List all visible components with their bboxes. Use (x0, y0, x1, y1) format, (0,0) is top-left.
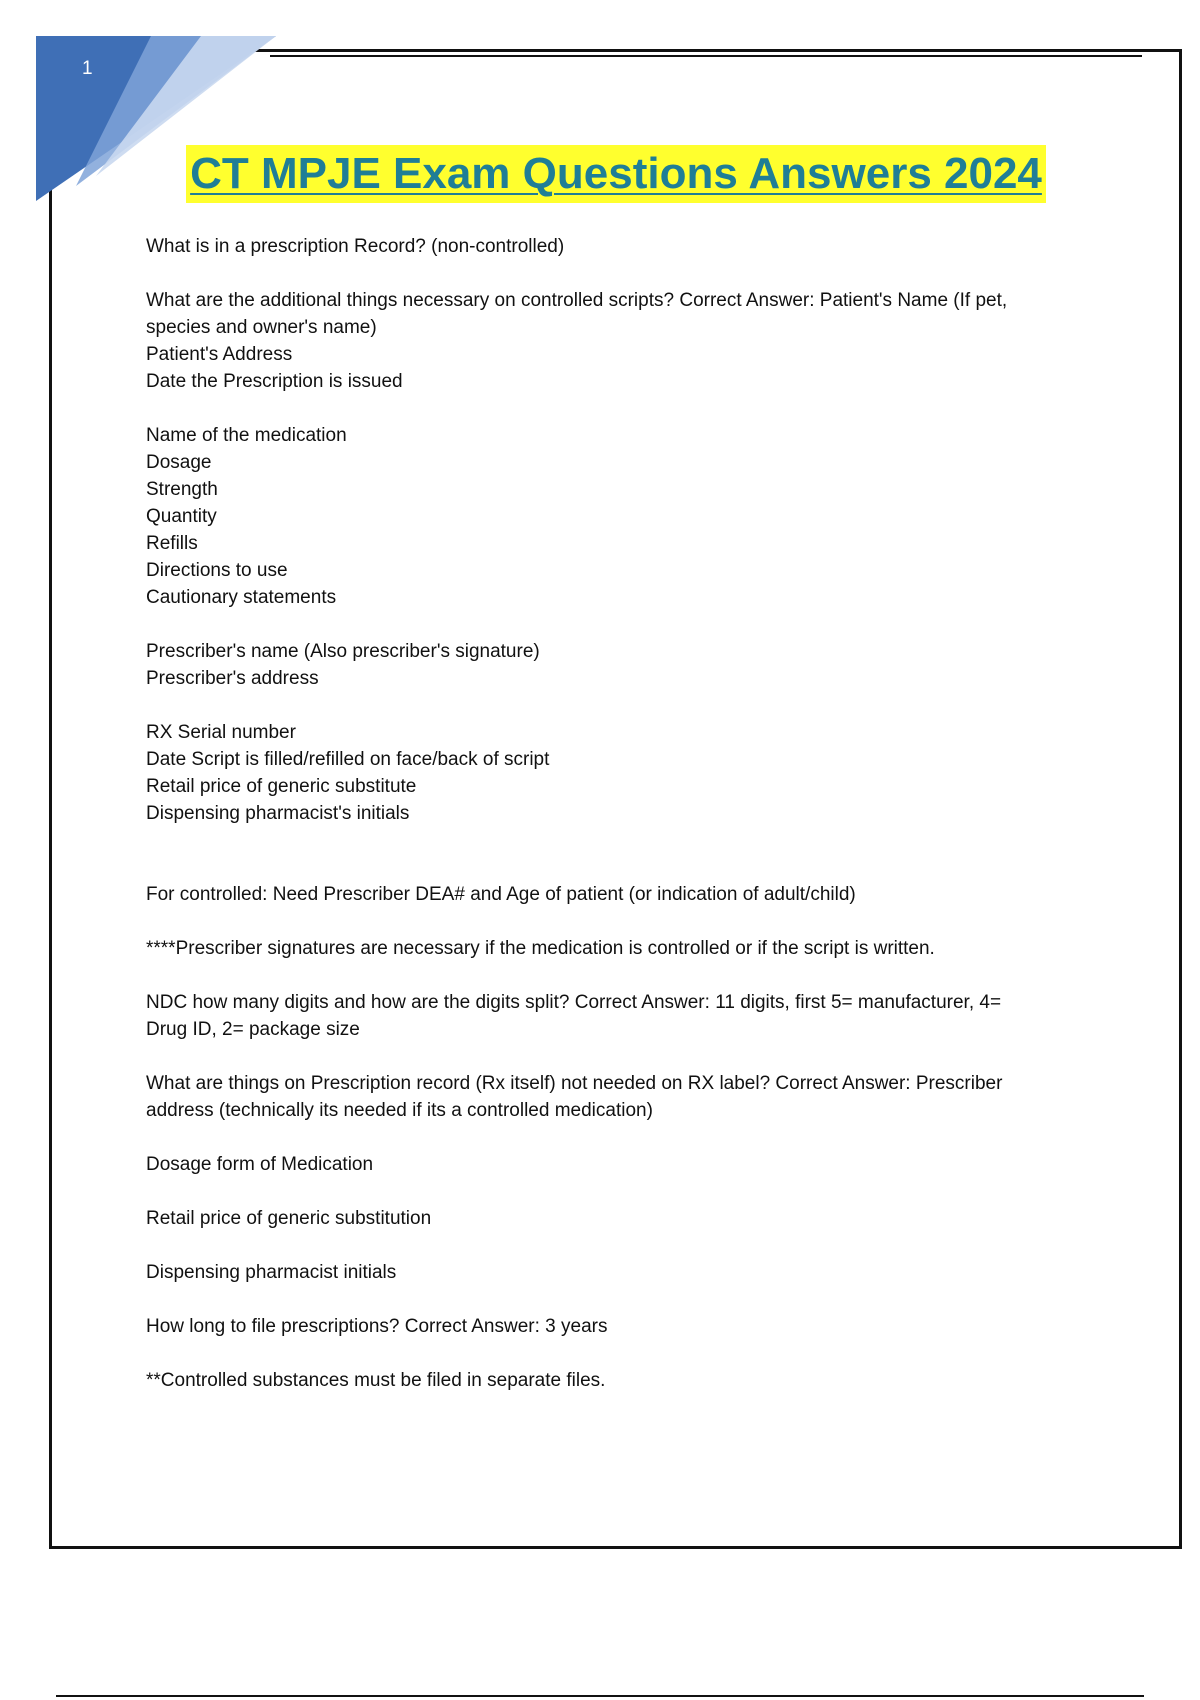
question-controlled-line-1: What are the additional things necessary on controlled scripts? Correct Answer: Patient's Name (If pet, (146, 290, 1008, 311)
question-ndc-line-1: NDC how many digits and how are the digits split? Correct Answer: 11 digits, first 5= manufacturer, 4= (146, 992, 1002, 1013)
question-controlled-line-2: species and owner's name) (146, 317, 377, 338)
list-item: RX Serial number (146, 722, 296, 743)
dispensing-initials: Dispensing pharmacist initials (146, 1262, 397, 1283)
question-prescription-record: What is in a prescription Record? (non-controlled) (146, 236, 565, 257)
retail-price: Retail price of generic substitution (146, 1208, 432, 1229)
signature-note: ****Prescriber signatures are necessary if the medication is controlled or if the script is written. (146, 938, 935, 959)
separate-files-note: **Controlled substances must be filed in separate files. (146, 1370, 606, 1391)
question-file-duration: How long to file prescriptions? Correct Answer: 3 years (146, 1316, 608, 1337)
list-item: Cautionary statements (146, 587, 337, 608)
list-item: Refills (146, 533, 198, 554)
title-wrap (0, 145, 1200, 203)
list-item: Strength (146, 479, 218, 500)
list-item: Date the Prescription is issued (146, 371, 403, 392)
list-item: Patient's Address (146, 344, 293, 365)
list-item: Date Script is filled/refilled on face/back of script (146, 749, 550, 770)
list-item: Quantity (146, 506, 217, 527)
bottom-rule (56, 1695, 1144, 1697)
list-item: Name of the medication (146, 425, 347, 446)
list-item: Retail price of generic substitute (146, 776, 417, 797)
page-number: 1 (82, 58, 93, 79)
question-rx-label-line-2: address (technically its needed if its a controlled medication) (146, 1100, 653, 1121)
controlled-note: For controlled: Need Prescriber DEA# and Age of patient (or indication of adult/child) (146, 884, 856, 905)
dosage-form: Dosage form of Medication (146, 1154, 374, 1175)
document-content (146, 233, 1106, 1394)
list-item: Prescriber's address (146, 668, 319, 689)
list-item: Directions to use (146, 560, 288, 581)
question-rx-label-line-1: What are things on Prescription record (Rx itself) not needed on RX label? Correct Answer: Prescriber (146, 1073, 1003, 1094)
list-item: Prescriber's name (Also prescriber's signature) (146, 641, 540, 662)
document-title: CT MPJE Exam Questions Answers 2024 (186, 145, 1046, 203)
question-ndc-line-2: Drug ID, 2= package size (146, 1019, 360, 1040)
list-item: Dispensing pharmacist's initials (146, 803, 410, 824)
top-rule (270, 55, 1142, 57)
list-item: Dosage (146, 452, 212, 473)
